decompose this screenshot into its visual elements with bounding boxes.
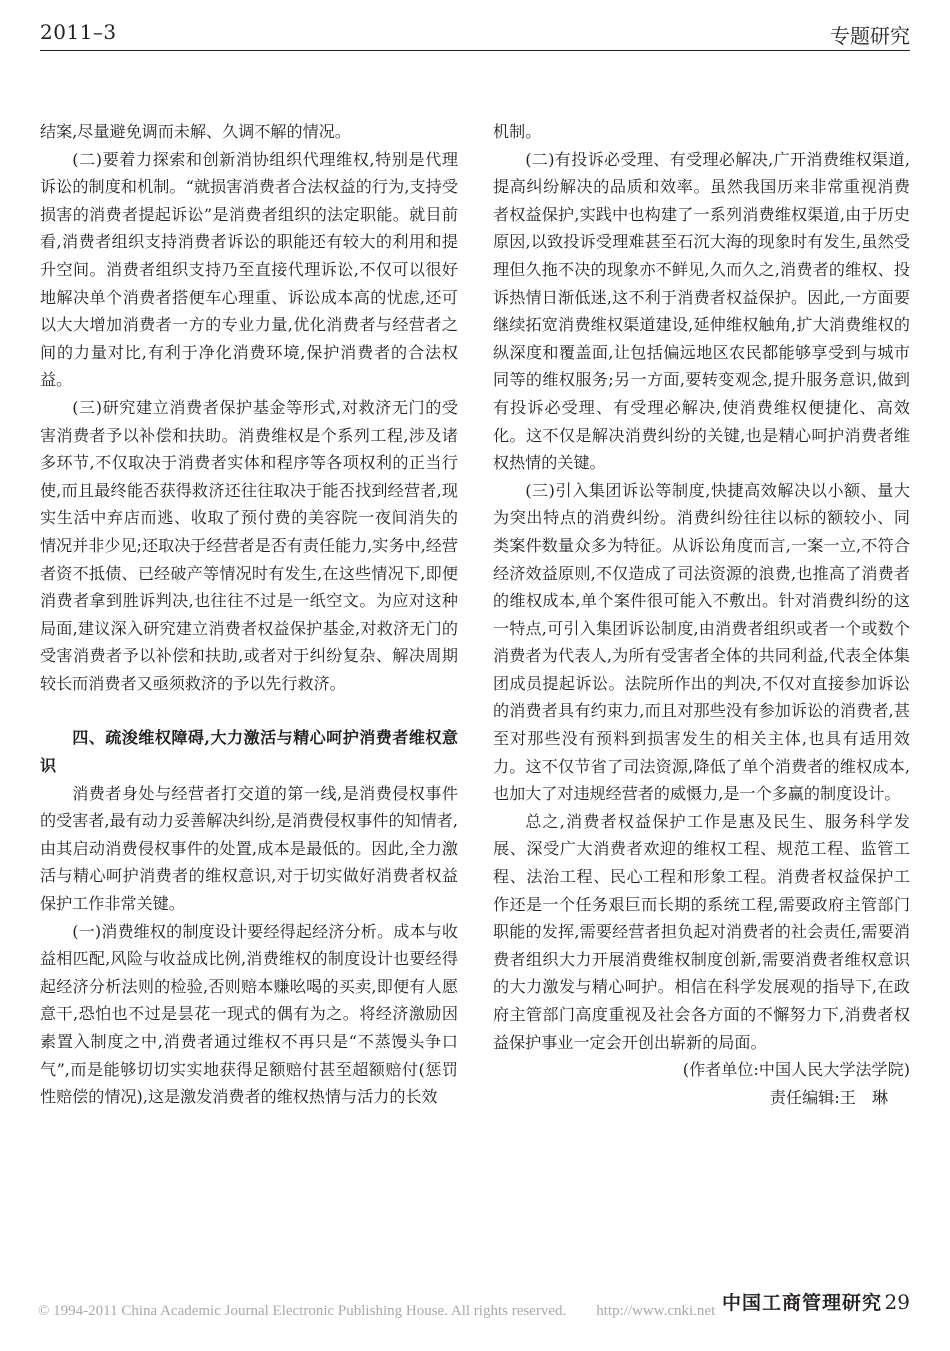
paragraph: (二)有投诉必受理、有受理必解决,广开消费维权渠道,提高纠纷解决的品质和效率。虽然我国历来非常重视消费者权益保护,实践中也构建了一系列消费维权渠道,由于历史原因,以致投诉受理难甚至石沉大海的现象时有发生,虽然受理但久拖不决的现象亦不鲜见,久而久之,消费者的维权、投诉热情日渐低迷,这不利于消费者权益保护。因此,一方面要继续拓宽消费维权渠道建设,延伸维权触角,扩大消费维权的纵深度和覆盖面,让包括偏远地区农民都能够享受到与城市同等的维权服务;另一方面,要转变观念,提升服务意识,做到有投诉必受理、有受理必解决,使消费维权便捷化、高效化。这不仅是解决消费纠纷的关键,也是精心呵护消费者维权热情的关键。 bbox=[493, 149, 910, 473]
column-label: 专题研究 bbox=[830, 24, 910, 48]
paragraph: (三)研究建立消费者保护基金等形式,对救济无门的受害消费者予以补偿和扶助。消费维权是个系列工程,涉及诸多环节,不仅取决于消费者实体和程序等各项权利的正当行使,而且最终能否获得救济还往往取决于能否找到经营者,现实生活中弃店而逃、收取了预付费的美容院一夜间消失的情况并非少见;还取决于经营者是否有责任能力,实务中,经营者资不抵债、已经破产等情况时有发生,在这些情况下,即便消费者拿到胜诉判决,也往往不过是一纸空文。为应对这种局面,建议深入研究建立消费者权益保护基金,对救济无门的受害消费者予以补偿和扶助,或者对于纠纷复杂、解决周期较长而消费者又亟须救济的予以先行救济。 bbox=[40, 397, 458, 693]
right-column bbox=[493, 118, 910, 1111]
author-affiliation: (作者单位:中国人民大学法学院) bbox=[682, 1060, 910, 1080]
issue-label: 2011–3 bbox=[40, 20, 117, 44]
page-footer bbox=[38, 1286, 910, 1326]
page-number: 29 bbox=[884, 1290, 910, 1314]
copyright-watermark: © 1994-2011 China Academic Journal Electronic Publishing House. All rights reserved. http://www.cnki.net bbox=[38, 1303, 716, 1319]
responsible-editor: 责任编辑:王 琳 bbox=[769, 1087, 888, 1107]
paragraph: (一)消费维权的制度设计要经得起经济分析。成本与收益相匹配,风险与收益成比例,消费维权的制度设计也要经得起经济分析法则的检验,否则赔本赚吆喝的买卖,即便有人愿意干,恐怕也不过是昙花一现式的偶有为之。将经济激励因素置入制度之中,消费者通过维权不再只是“不蒸馒头争口气”,而是能够切切实实地获得足额赔付甚至超额赔付(惩罚性赔偿的情况),这是激发消费者的维权热情与活力的长效 bbox=[40, 921, 458, 1107]
paragraph: (三)引入集团诉讼等制度,快捷高效解决以小额、量大为突出特点的消费纠纷。消费纠纷往往以标的额较小、同类案件数量众多为特征。从诉讼角度而言,一案一立,不符合经济效益原则,不仅造成了司法资源的浪费,也推高了消费者的维权成本,单个案件很可能入不敷出。针对消费纠纷的这一特点,可引入集团诉讼制度,由消费者组织或者一个或数个消费者为代表人,为所有受害者全体的共同利益,代表全体集团成员提起诉讼。法院所作出的判决,不仅对直接参加诉讼的消费者具有约束力,而且对那些没有参加诉讼的消费者,甚至对那些没有预料到损害发生的相关主体,也具有适用效力。这不仅节省了司法资源,降低了单个消费者的维权成本,也加大了对违规经营者的威慑力,是一个多赢的制度设计。 bbox=[493, 480, 910, 804]
header-rule bbox=[40, 50, 910, 51]
page-header bbox=[40, 16, 910, 48]
left-column bbox=[40, 118, 458, 1111]
paragraph: 总之,消费者权益保护工作是惠及民生、服务科学发展、深受广大消费者欢迎的维权工程、规范工程、监管工程、法治工程、民心工程和形象工程。消费者权益保护工作还是一个任务艰巨而长期的系统工程,需要政府主管部门职能的发挥,需要经营者担负起对消费者的社会责任,需要消费者组织大力开展消费维权制度创新,需要消费者维权意识的大力激发与精心呵护。相信在科学发展观的指导下,在政府主管部门高度重视及社会各方面的不懈努力下,消费者权益保护事业一定会开创出崭新的局面。 bbox=[493, 811, 910, 1052]
paragraph: 机制。 bbox=[493, 122, 542, 141]
paragraph: 消费者身处与经营者打交道的第一线,是消费侵权事件的受害者,最有动力妥善解决纠纷,是消费侵权事件的知情者,由其启动消费侵权事件的处置,成本是最低的。因此,全力激活与精心呵护消费者的维权意识,对于切实做好消费者权益保护工作非常关键。 bbox=[40, 783, 458, 914]
paragraph: (二)要着力探索和创新消协组织代理维权,特别是代理诉讼的制度和机制。“就损害消费者合法权益的行为,支持受损害的消费者提起诉讼”是消费者组织的法定职能。就目前看,消费者组织支持消费者诉讼的职能还有较大的利用和提升空间。消费者组织支持乃至直接代理诉讼,不仅可以很好地解决单个消费者搭便车心理重、诉讼成本高的忧虑,还可以大大增加消费者一方的专业力量,优化消费者与经营者之间的力量对比,有利于净化消费环境,保护消费者的合法权益。 bbox=[40, 149, 458, 390]
section-heading: 四、疏浚维权障碍,大力激活与精心呵护消费者维权意识 bbox=[40, 728, 458, 776]
paragraph: 结案,尽量避免调而未解、久调不解的情况。 bbox=[40, 122, 351, 141]
journal-logo: 中国工商管理研究 bbox=[718, 1288, 886, 1315]
